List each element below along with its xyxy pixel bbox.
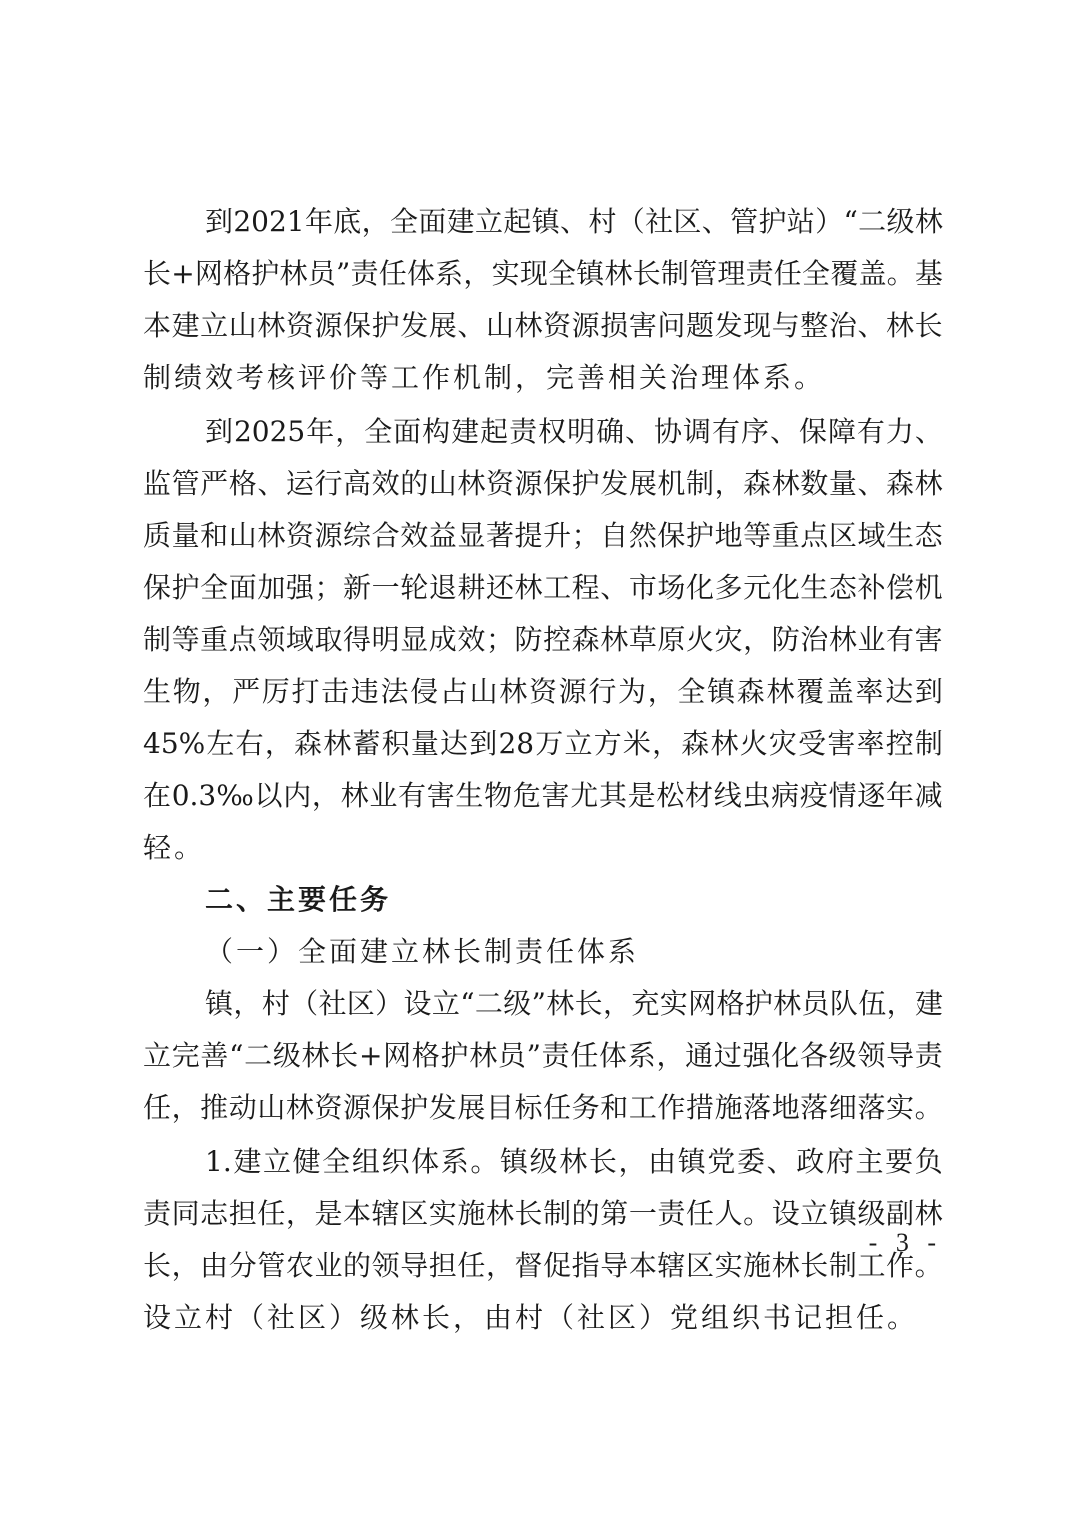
text-line: 监 管 严 格 、 运 行 高 效 的 山 林 资 源 保 护 发 展 机 制 ， 森 林 数 量 、 森 林 [143, 467, 943, 500]
text-line: 责 同 志 担 任 ， 是 本 辖 区 实 施 林 长 制 的 第 一 责 任 人 。 设 立 镇 级 副 林 [143, 1197, 943, 1230]
text-line: 1. 建 立 健 全 组 织 体 系 。 镇 级 林 长 ， 由 镇 党 委 、 政 府 主 要 负 [205, 1145, 943, 1178]
text-line: 在 0.3‰ 以 内 ， 林 业 有 害 生 物 危 害 尤 其 是 松 材 线 虫 病 疫 情 逐 年 减 [143, 779, 943, 812]
section-heading: 二、主要任务 [205, 883, 392, 916]
text-line: 生 物 ， 严 厉 打 击 违 法 侵 占 山 林 资 源 行 为 ， 全 镇 森 林 覆 盖 率 达 到 [143, 675, 943, 708]
text-line: 制绩效考核评价等工作机制，完善相关治理体系。 [143, 361, 826, 394]
text-line: 制 等 重 点 领 域 取 得 明 显 成 效 ； 防 控 森 林 草 原 火 灾 ， 防 治 林 业 有 害 [143, 623, 943, 656]
text-line: 任 ， 推 动 山 林 资 源 保 护 发 展 目 标 任 务 和 工 作 措 施 落 地 落 细 落 实 。 [143, 1091, 943, 1124]
text-line: 本 建 立 山 林 资 源 保 护 发 展 、 山 林 资 源 损 害 问 题 发 现 与 整 治 、 林 长 [143, 309, 943, 342]
subsection-heading: （一）全面建立林长制责任体系 [205, 935, 640, 968]
text-line: 质 量 和 山 林 资 源 综 合 效 益 显 著 提 升 ； 自 然 保 护 地 等 重 点 区 域 生 态 [143, 519, 943, 552]
text-line: 保 护 全 面 加 强 ； 新 一 轮 退 耕 还 林 工 程 、 市 场 化 多 元 化 生 态 补 偿 机 [143, 571, 943, 604]
text-line: 镇 ， 村 （ 社 区 ） 设 立 “ 二 级 ” 林 长 ， 充 实 网 格 护 林 员 队 伍 ， 建 [205, 987, 943, 1020]
page-number: - 3 - [868, 1228, 942, 1257]
text-line: 到 2021 年 底 ， 全 面 建 立 起 镇 、 村 （ 社 区 、 管 护 站 ） “ 二 级 林 [205, 205, 943, 238]
text-line: 长 + 网 格 护 林 员 ” 责 任 体 系 ， 实 现 全 镇 林 长 制 管 理 责 任 全 覆 盖 。 基 [143, 257, 943, 290]
text-line: 立 完 善 “ 二 级 林 长 + 网 格 护 林 员 ” 责 任 体 系 ， 通 过 强 化 各 级 领 导 责 [143, 1039, 943, 1072]
text-line: 设立村（社区）级林长，由村（社区）党组织书记担任。 [143, 1301, 919, 1334]
text-line: 到 2025 年 ， 全 面 构 建 起 责 权 明 确 、 协 调 有 序 、 保 障 有 力 、 [205, 415, 943, 448]
text-line: 轻。 [143, 831, 206, 864]
text-line: 45% 左 右 ， 森 林 蓄 积 量 达 到 28 万 立 方 米 ， 森 林 火 灾 受 害 率 控 制 [143, 727, 943, 760]
text-line: 长 ， 由 分 管 农 业 的 领 导 担 任 ， 督 促 指 导 本 辖 区 实 施 林 长 制 工 作 。 [143, 1249, 943, 1282]
